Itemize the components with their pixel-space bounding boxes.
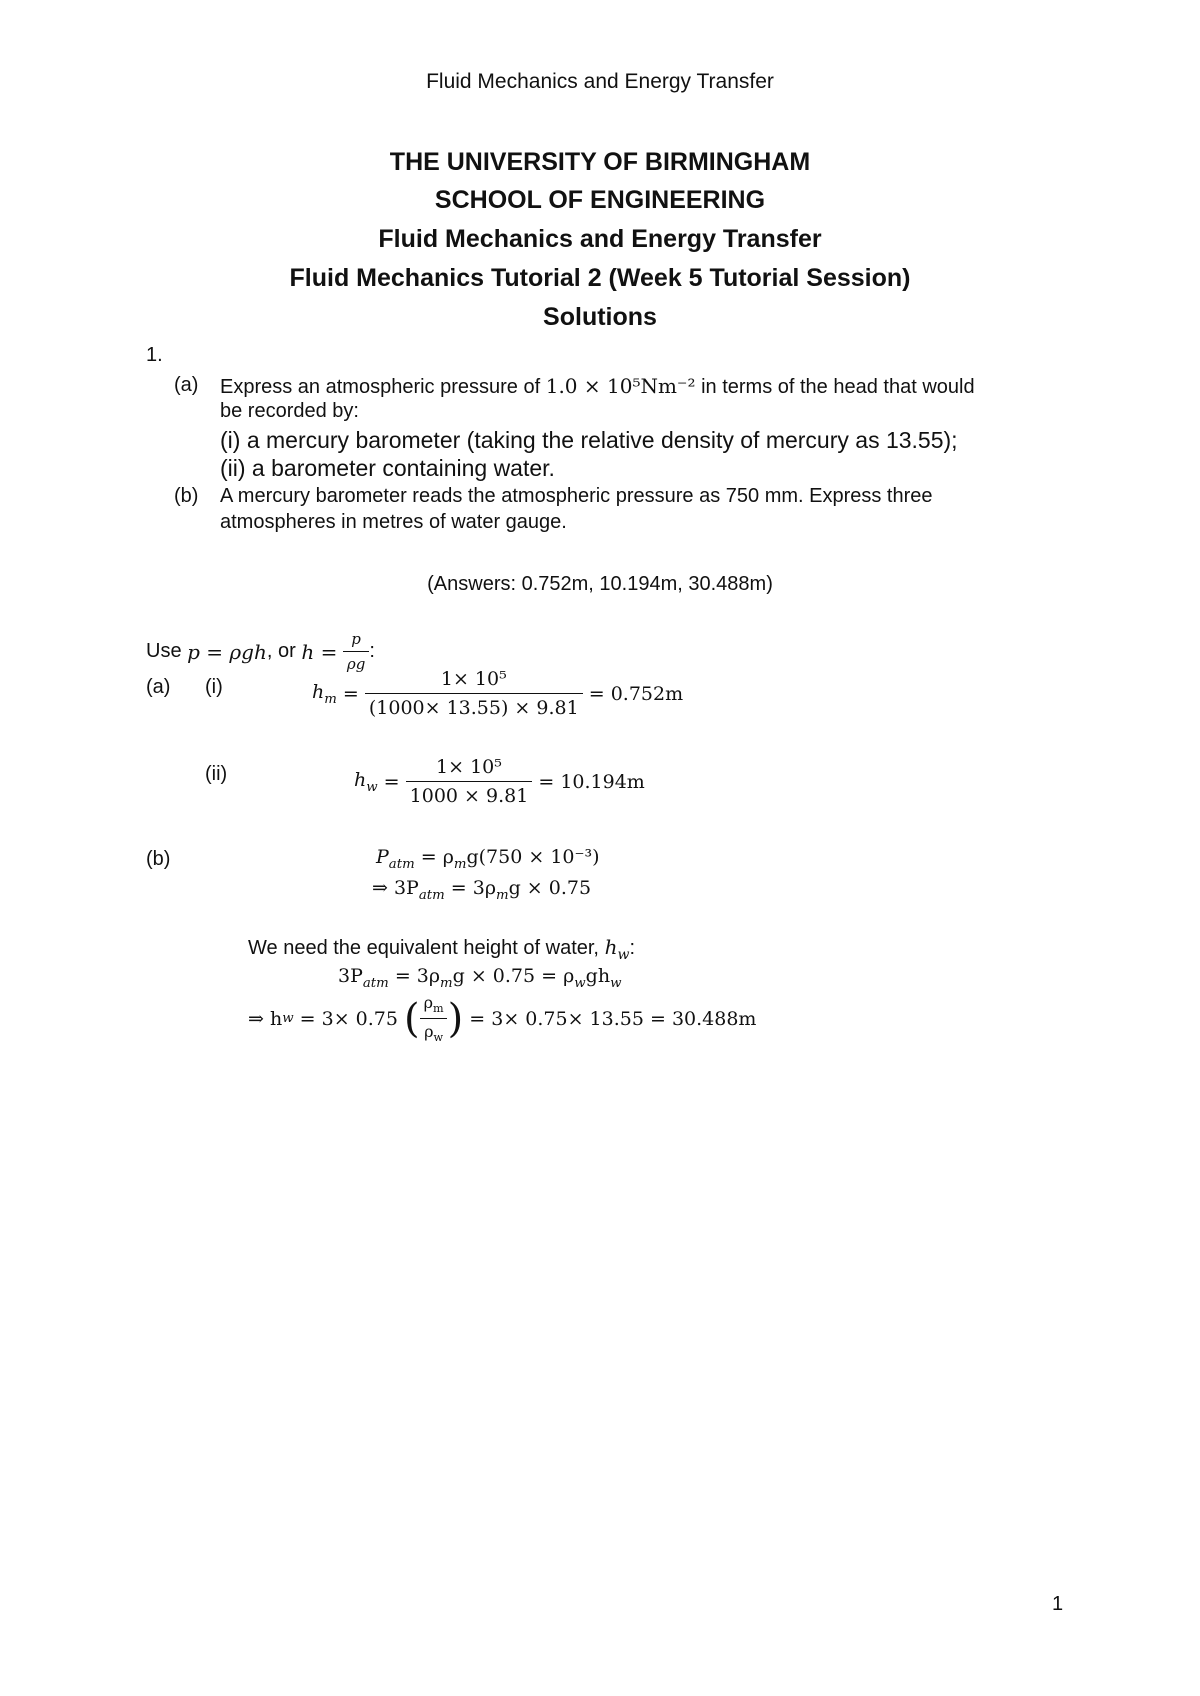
solution-a-i-label: (i)	[205, 676, 223, 698]
use-suffix: :	[369, 640, 375, 662]
running-header: Fluid Mechanics and Energy Transfer	[426, 70, 774, 93]
equation-b-3: $3P_{atm} = 3\rho_mg \times 0.75 = \rho_wgh_w$	[338, 965, 622, 991]
use-formula-line	[146, 630, 375, 673]
need-text-line: We need the equivalent height of water, $h_w$:	[248, 935, 635, 963]
part-a-ii-text: (ii) a barometer containing water.	[220, 455, 555, 481]
part-b-text-line2: atmospheres in metres of water gauge.	[220, 511, 567, 533]
solution-a-ii-label: (ii)	[205, 763, 228, 785]
eq-a-ii-result: = 10.194m	[538, 770, 645, 793]
solution-a-label: (a)	[146, 676, 171, 698]
use-fraction-num: p	[351, 630, 361, 648]
equation-b-2: ⇒ $3P_{atm} = 3\rho_mg \times 0.75$	[372, 877, 592, 903]
use-equation: p = ρgh	[187, 639, 267, 664]
use-fraction	[343, 630, 369, 673]
eq-a-i-lhs: $h_m$	[312, 680, 337, 707]
equation-b-1: $P_{atm} = \rho_mg(750 \times 10^{-3})$	[376, 846, 600, 872]
answers-line: (Answers: 0.752m, 10.194m, 30.488m)	[427, 573, 773, 595]
page-number: 1	[1052, 1593, 1064, 1615]
part-a-label: (a)	[174, 374, 199, 396]
eq-b-4-den: $\rho_w$	[420, 1018, 447, 1044]
eq-a-ii-lhs: $h_w$	[354, 768, 378, 795]
question-number: 1.	[146, 344, 163, 366]
equation-a-i: $h_m$ = $\frac{\text{1× 10⁵}}{(1000\times 13.55) \times 9.81}$ = 0.752m	[312, 668, 684, 719]
eq-a-i-fraction	[365, 668, 583, 719]
course-title: Fluid Mechanics and Energy Transfer	[378, 225, 822, 253]
eq-a-ii-numerator: 1× 10⁵	[436, 756, 502, 778]
tutorial-title: Fluid Mechanics Tutorial 2 (Week 5 Tutorial Session)	[289, 264, 911, 292]
part-a-text	[220, 374, 975, 399]
solution-b-label: (b)	[146, 848, 171, 870]
school-title: SCHOOL OF ENGINEERING	[434, 186, 766, 214]
equation-a-ii: $h_w$ = $\frac{\text{1× 10⁵}}{1000 \times 9.81}$ = 10.194m	[354, 756, 645, 807]
eq-a-i-result: = 0.752m	[588, 682, 684, 705]
part-a-text-before: Express an atmospheric pressure of	[220, 376, 541, 398]
equation-b-4: ⇒ h w = 3× 0.75 ( $\frac{\rho_m}{\rho_w}$ ) = 3× 0.75× 13.55 = 30.488m	[248, 993, 757, 1045]
part-a-text-line2: be recorded by:	[220, 400, 359, 422]
university-title: THE UNIVERSITY OF BIRMINGHAM	[389, 148, 811, 176]
use-mid: , or	[266, 640, 296, 662]
pressure-value: 1.0 × 10⁵Nm⁻²	[545, 374, 696, 398]
eq-b-4-fraction	[420, 993, 448, 1044]
use-h: h =	[301, 639, 338, 664]
eq-b-4-num: $\rho_m$	[423, 993, 444, 1016]
eq-a-ii-fraction	[406, 756, 533, 807]
solutions-title: Solutions	[543, 303, 657, 331]
part-a-text-after: in terms of the head that would	[701, 376, 975, 398]
eq-a-i-denominator: (1000× 13.55) × 9.81	[365, 693, 583, 719]
part-b-text-line1: A mercury barometer reads the atmospheric pressure as 750 mm. Express three	[220, 485, 933, 507]
eq-a-ii-denominator: 1000 × 9.81	[406, 781, 533, 807]
use-prefix: Use	[146, 640, 182, 662]
use-fraction-den: ρg	[343, 651, 369, 673]
part-b-label: (b)	[174, 485, 199, 507]
part-a-i-text: (i) a mercury barometer (taking the relative density of mercury as 13.55);	[220, 427, 958, 453]
eq-a-i-numerator: 1× 10⁵	[440, 668, 507, 690]
